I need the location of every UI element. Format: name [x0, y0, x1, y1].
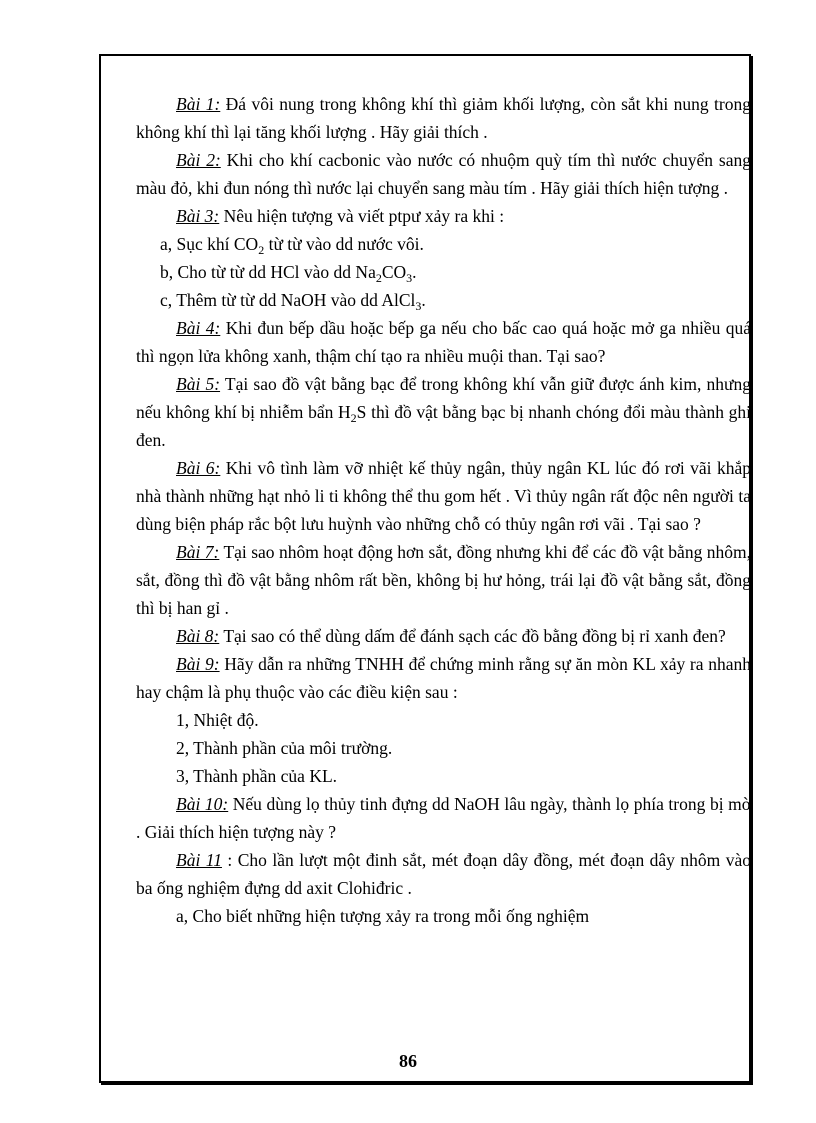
exercise-text: Nếu dùng lọ thủy tinh đựng dd NaOH lâu ngày, thành lọ phía trong bị mờ . Giải thích hiện tượng này ? [136, 794, 751, 842]
exercise-1 [136, 90, 751, 146]
exercise-label: Bài 2: [176, 150, 221, 170]
exercise-label: Bài 11 [176, 850, 222, 870]
exercise-label: Bài 4: [176, 318, 221, 338]
exercise-8 [136, 622, 751, 650]
exercise-label: Bài 10: [176, 794, 229, 814]
exercise-label: Bài 1: [176, 94, 221, 114]
exercise-2 [136, 146, 751, 202]
exercise-text: Hãy dẫn ra những TNHH để chứng minh rằng sự ăn mòn KL xảy ra nhanh hay chậm là phụ thuộc vào các điều kiện sau : [136, 654, 751, 702]
page-number: 86 [399, 1051, 417, 1071]
exercise-7 [136, 538, 751, 622]
exercise-9-item-2: 2, Thành phần của môi trường. [176, 738, 393, 758]
exercise-text: Khi vô tình làm vỡ nhiệt kế thủy ngân, thủy ngân KL lúc đó rơi vãi khắp nhà thành những hạt nhỏ li ti không thể thu gom hết . Vì thủy ngân rất độc nên người ta dùng biện pháp rắc bột lưu huỳnh vào những chỗ có thủy ngân rơi vãi . Tại sao ? [136, 458, 751, 534]
exercise-label: Bài 6: [176, 458, 221, 478]
exercise-text: Khi đun bếp dầu hoặc bếp ga nếu cho bấc cao quá hoặc mở ga nhiều quá thì ngọn lửa không xanh, thậm chí tạo ra nhiều muội than. Tại sao? [136, 318, 751, 366]
exercise-label: Bài 8: [176, 626, 220, 646]
exercise-label: Bài 3: [176, 206, 220, 226]
exercise-10 [136, 790, 751, 846]
exercise-label: Bài 5: [176, 374, 221, 394]
exercise-text: : Cho lần lượt một đinh sắt, mét đoạn dây đồng, mét đoạn dây nhôm vào ba ống nghiệm đựng dd axit Clohiđric . [136, 850, 751, 898]
exercise-6 [136, 454, 751, 538]
exercise-5: Bài 5: Tại sao đồ vật bằng bạc để trong không khí vẫn giữ được ánh kim, nhưng nếu không khí bị nhiễm bẩn $H_2S$ thì đồ vật bằng bạc bị nhanh chóng đổi màu thành ghi đen. [136, 374, 751, 450]
exercise-label: Bài 7: [176, 542, 220, 562]
exercise-label: Bài 9: [176, 654, 220, 674]
exercise-11 [136, 846, 751, 902]
exercise-3-item-b: b, Cho từ từ dd HCl vào dd $Na_2CO_3$. [160, 262, 417, 285]
exercise-9-item-3: 3, Thành phần của KL. [176, 766, 338, 786]
exercise-text: Khi cho khí cacbonic vào nước có nhuộm quỳ tím thì nước chuyển sang màu đỏ, khi đun nóng thì nước lại chuyển sang màu tím . Hãy giải thích hiện tượng . [136, 150, 751, 198]
exercise-3 [136, 202, 751, 230]
exercise-3-item-c: c, Thêm từ từ dd NaOH vào dd AlCl$_3$. [160, 290, 426, 313]
exercise-text: Tại sao có thể dùng dấm để đánh sạch các đồ bằng đồng bị rỉ xanh đen? [219, 626, 726, 646]
exercise-3-item-a: a, Sục khí $CO_2$ từ từ vào dd nước vôi. [160, 234, 424, 257]
exercise-text: Tại sao nhôm hoạt động hơn sắt, đồng nhưng khi để các đồ vật bằng nhôm, sắt, đồng thì đồ vật bằng nhôm rất bền, không bị hư hỏng, trái lại đồ vật bằng sắt, đồng thì bị han gỉ . [136, 542, 751, 618]
exercise-9 [136, 650, 751, 706]
document-body [136, 90, 751, 930]
exercise-11-item-a: a, Cho biết những hiện tượng xảy ra trong mỗi ống nghiệm [176, 906, 590, 926]
exercise-9-item-1: 1, Nhiệt độ. [176, 710, 259, 730]
exercise-4 [136, 314, 751, 370]
exercise-text: Đá vôi nung trong không khí thì giảm khối lượng, còn sắt khi nung trong không khí thì lại tăng khối lượng . Hãy giải thích . [136, 94, 751, 142]
exercise-text: Nêu hiện tượng và viết ptpư xảy ra khi : [219, 206, 505, 226]
